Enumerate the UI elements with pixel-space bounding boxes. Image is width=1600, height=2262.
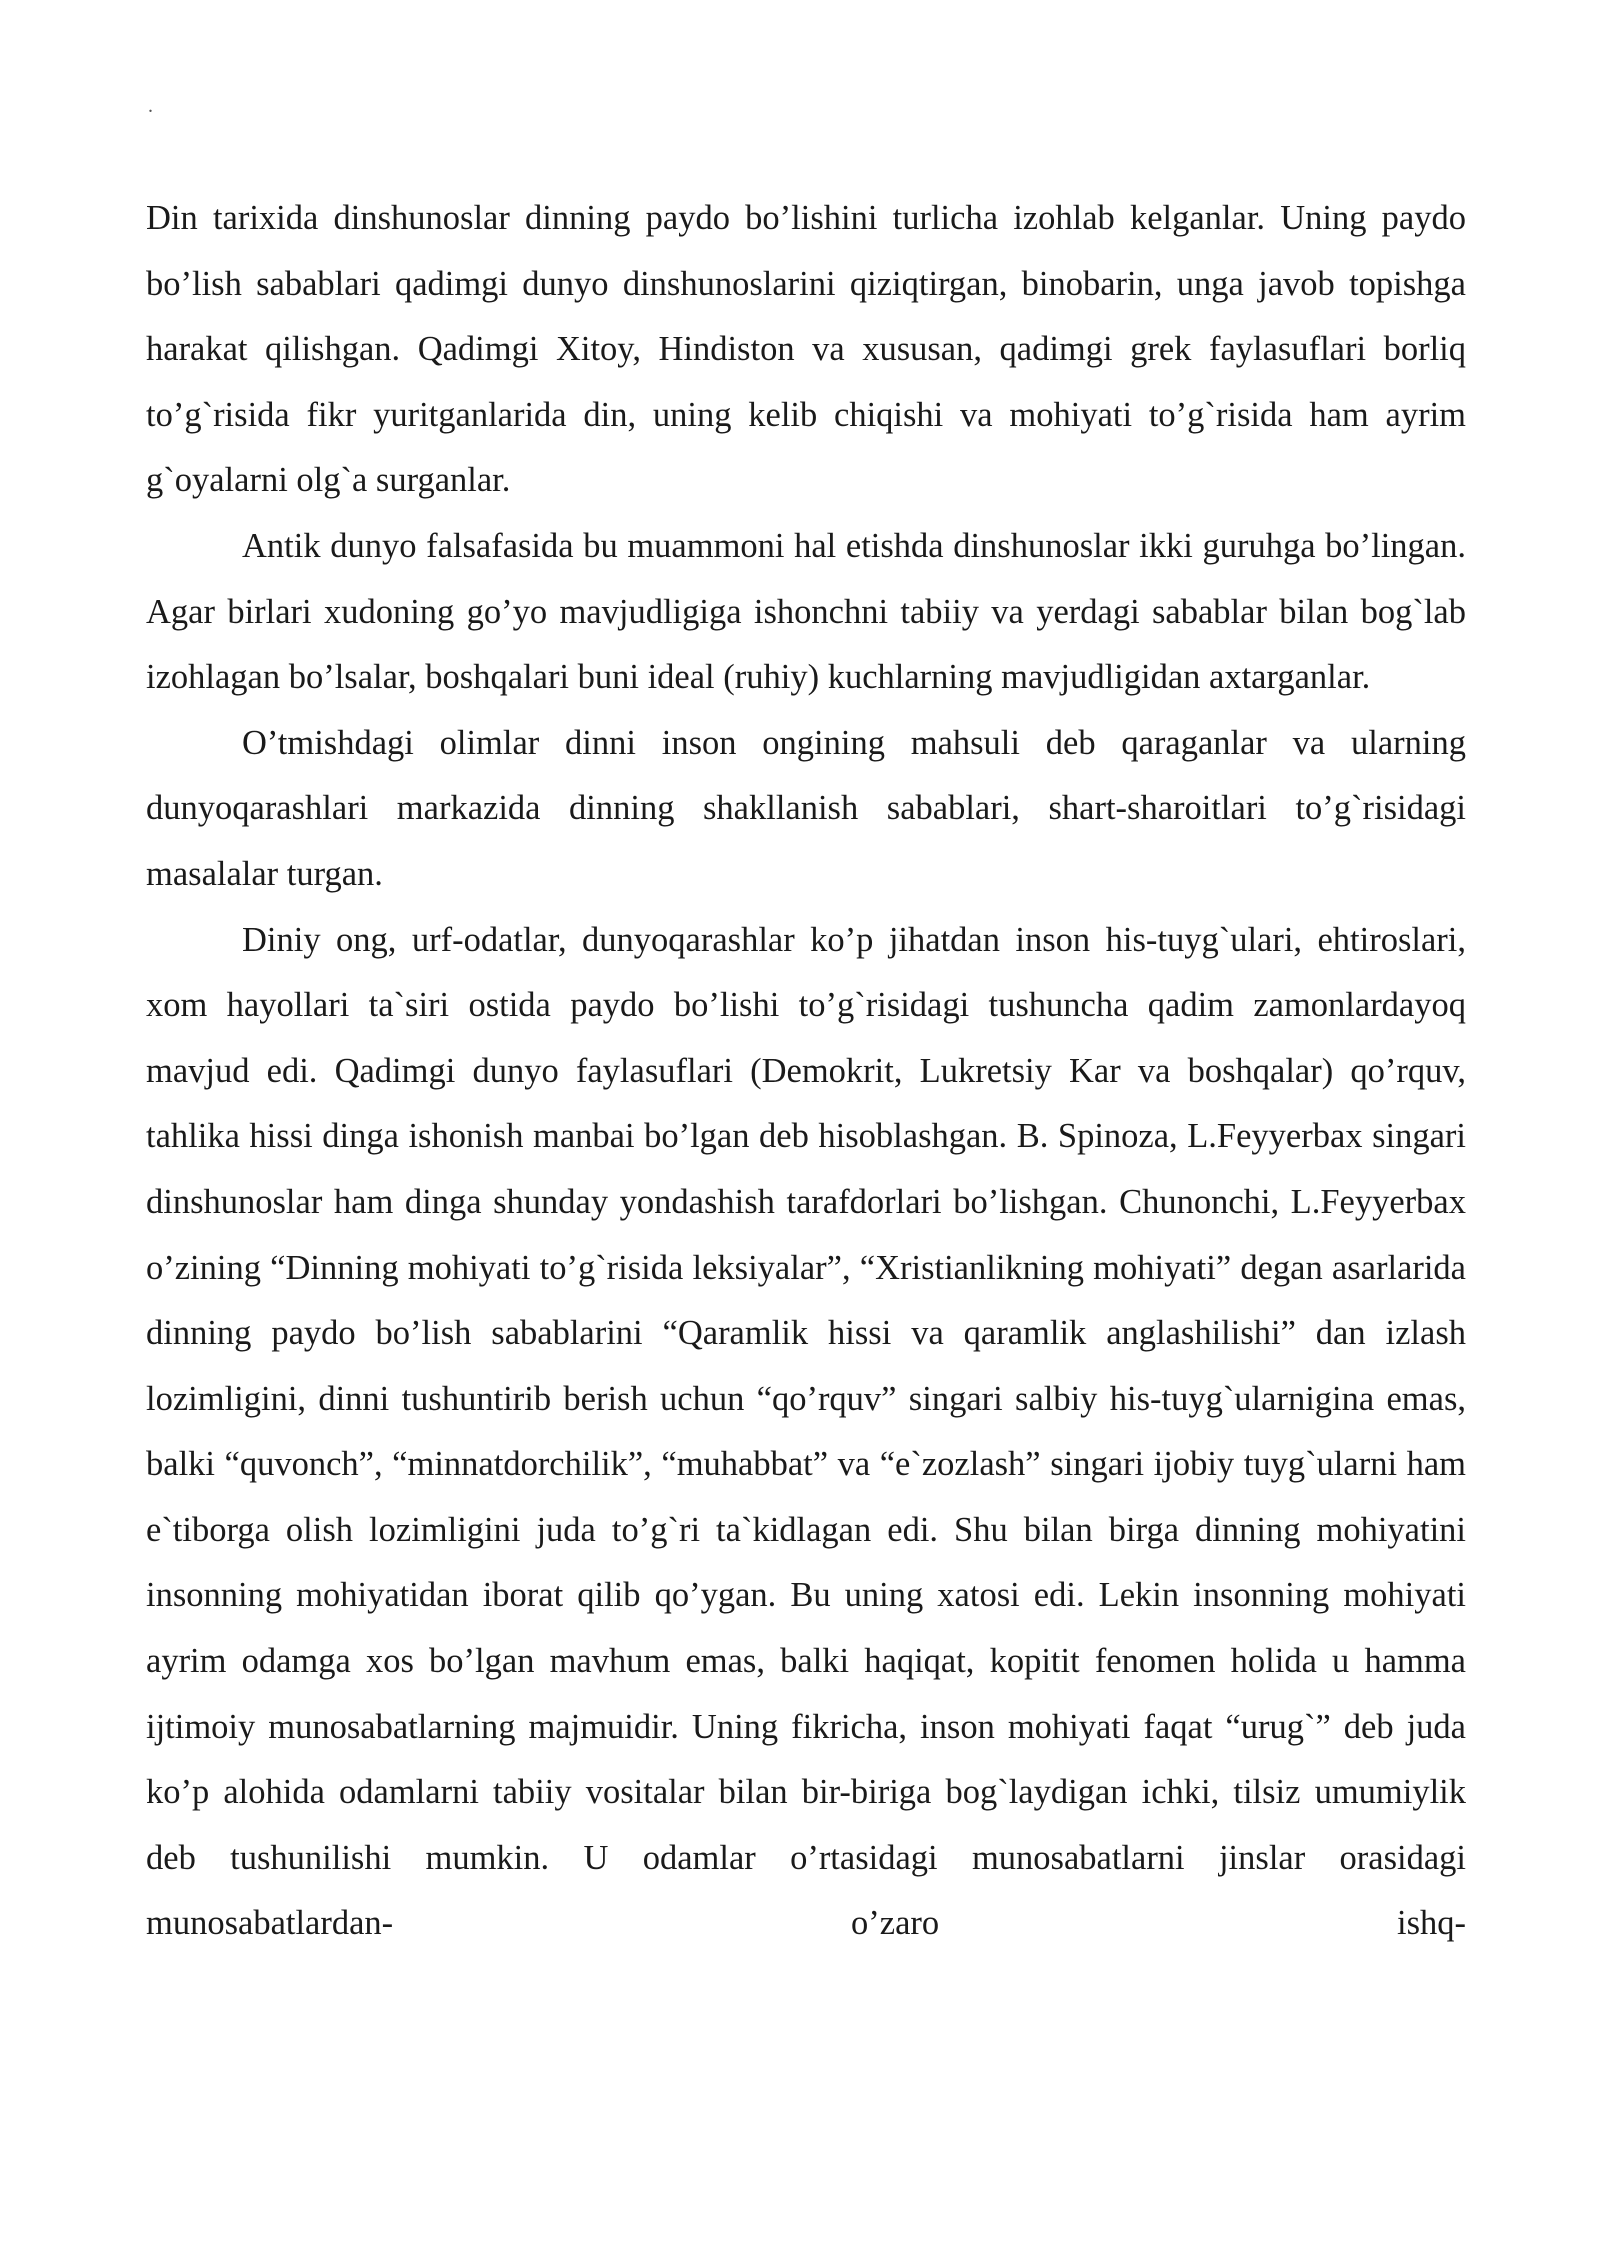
corner-mark: . (148, 95, 153, 117)
paragraph-4: Diniy ong, urf-odatlar, dunyoqarashlar ko’p jihatdan inson his-tuyg`ulari, ehtiroslari, xom hayollari ta`siri ostida paydo bo’lishi to’g`risidagi tushuncha qadim zamonlardayoq mavjud edi. Qadimgi dunyo faylasuflari (Demokrit, Lukretsiy Kar va boshqalar) qo’rquv, tahlika hissi dinga ishonish manbai bo’lgan deb hisoblashgan. B. Spinoza, L.Feyyerbax singari dinshunoslar ham dinga shunday yondashish tarafdorlari bo’lishgan. Chunonchi, L.Feyyerbax o’zining “Dinning mohiyati to’g`risida leksiyalar”, “Xristianlikning mohiyati” degan asarlarida dinning paydo bo’lish sabablarini “Qaramlik hissi va qaramlik anglashilishi” dan izlash lozimligini, dinni tushuntirib berish uchun “qo’rquv” singari salbiy his-tuyg`ularnigina emas, balki “quvonch”, “minnatdorchilik”, “muhabbat” va “e`zozlash” singari ijobiy tuyg`ularni ham e`tiborga olish lozimligini juda to’g`ri ta`kidlagan edi. Shu bilan birga dinning mohiyatini insonning mohiyatidan iborat qilib qo’ygan. Bu uning xatosi edi. Lekin insonning mohiyati ayrim odamga xos bo’lgan mavhum emas, balki haqiqat, kopitit fenomen holida u hamma ijtimoiy munosabatlarning majmuidir. Uning fikricha, inson mohiyati faqat “urug`” deb juda ko’p alohida odamlarni tabiiy vositalar bilan bir-biriga bog`laydigan ichki, tilsiz umumiylik deb tushunilishi mumkin. U odamlar o’rtasidagi munosabatlarni jinslar orasidagi munosabatlardan- o’zaro ishq- (146, 920, 1466, 1943)
paragraph-1: Din tarixida dinshunoslar dinning paydo bo’lishini turlicha izohlab kelganlar. Uning paydo bo’lish sabablari qadimgi dunyo dinshunoslarini qiziqtirgan, binobarin, unga javob topishga harakat qilishgan. Qadimgi Xitoy, Hindiston va xususan, qadimgi grek faylasuflari borliq to’g`risida fikr yuritganlarida din, uning kelib chiqishi va mohiyati to’g`risida ham ayrim g`oyalarni olg`a surganlar. (146, 199, 1466, 500)
paragraph-2: Antik dunyo falsafasida bu muammoni hal etishda dinshunoslar ikki guruhga bo’lingan. Agar birlari xudoning go’yo mavjudligiga ishonchni tabiiy va yerdagi sabablar bilan bog`lab izohlagan bo’lsalar, boshqalari buni ideal (ruhiy) kuchlarning mavjudligidan axtarganlar. (146, 526, 1466, 697)
paragraph-3: O’tmishdagi olimlar dinni inson ongining mahsuli deb qaraganlar va ularning dunyoqarashlari markazida dinning shakllanish sabablari, shart-sharoitlari to’g`risidagi masalalar turgan. (146, 723, 1466, 893)
text-body (146, 186, 1466, 1957)
